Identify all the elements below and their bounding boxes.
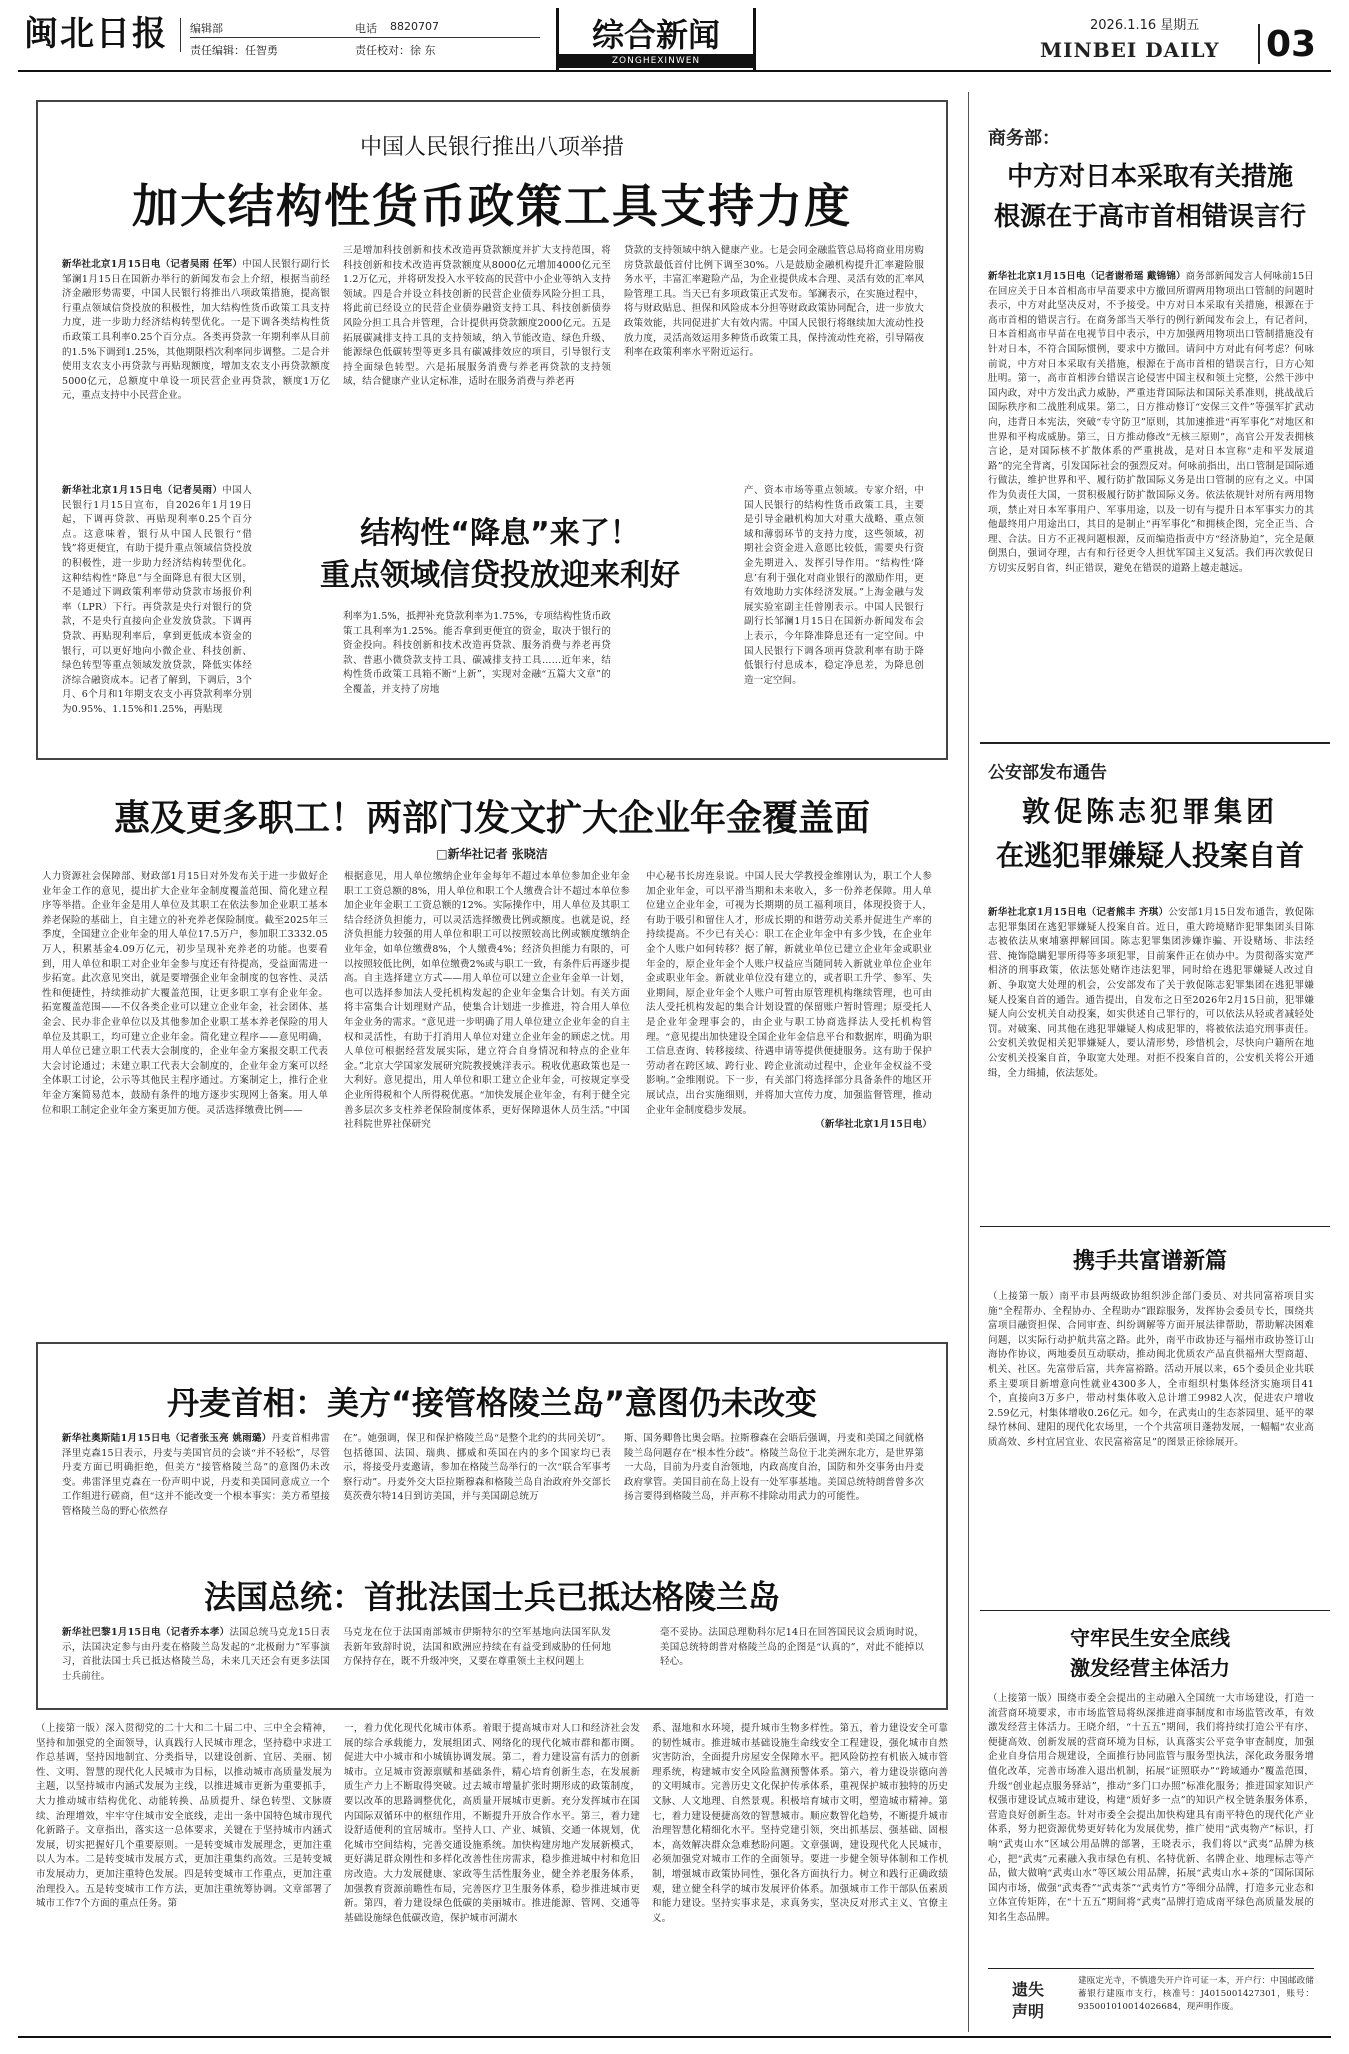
art5-body1: 法国总统马克龙15日表示，法国决定参与由丹麦在格陵兰岛发起的“北极耐力”军事演习，首批法国士兵已抵达格陵兰岛，未来几天还会有更多法国士兵前往。 <box>62 1627 330 1682</box>
logo: 闽北日报 <box>24 14 168 54</box>
section-title-box <box>556 8 756 70</box>
side1-lead: 新华社北京1月15日电（记者谢希瑶 戴锦锦） <box>988 271 1186 282</box>
notice-text: 建瓯定光寺，不慎遗失开户许可证一本，开户行：中国邮政储蓄银行建瓯市支行，核准号：J4015001427301，账号：935001010014026684，现声明作废。 <box>1078 1976 1314 2012</box>
side4-headline-2: 激发经营主体活力 <box>1070 1656 1230 1680</box>
art1-col1 <box>62 258 330 454</box>
side1-headline-1: 中方对日本采取有关措施 <box>1006 162 1293 192</box>
art3-body3: 中心秘书长房连泉说。中国人民大学教授金维刚认为，职工个人参加企业年金，可以平滑当期和未来收入，多一份养老保障。用人单位建立企业年金，可视为长期期的员工福利项目，体现投资于人，有助于吸引和留住人才，形成长期的和谐劳动关系并促进生产率的持续提高。不少已有关心：职工在企业年金中有多少钱，在企业年金个人账户如何转移？据了解，新就业单位已建立企业年金或职业年金的，原企业年金个人账户权益应当随同转入新就业单位企业年金或职业年金。新就业单位没有建立的，或者职工升学、参军、失业期间，原企业年金个人账户可暂由原管理机构继续管理，也可由法人受托机构发起的集合计划设置的保留账户暂时管理；原受托人是企业年金理事会的，由企业与职工协商选择法人受托机构管理。“意见提出加快建设全国企业年金信息平台和数据库，明确为职工信息查询、转移接续、待遇申请等提供便捷服务。这有助于保护劳动者在跨区域、跨行业、跨企业流动过程中，企业年金权益不受影响。”金维刚说。下一步，有关部门将选择部分具备条件的地区开展试点，出台实施细则，并将加大宣传力度，加强监督管理，推动企业年金制度稳步发展。 <box>646 871 932 1116</box>
side4-headline-1: 守牢民生安全底线 <box>1070 1626 1230 1650</box>
art4-col3: 斯、国务卿鲁比奥会晤。拉斯穆森在会晤后强调，丹麦和美国之间就格陵兰岛问题存在“根本性分歧”。格陵兰岛位于北美洲东北方，是世界第一大岛，目前为丹麦自治领地，内政高度自治，国防和外交事务由丹麦政府掌管。美国目前在岛上设有一处军事基地。美国总统特朗普曾多次扬言要得到格陵兰岛，并声称不排除动用武力的可能性。 <box>624 1433 924 1503</box>
art6-col2: 一，着力优化现代化城市体系。着眼于提高城市对人口和经济社会发展的综合承载能力，发展组团式、网络化的现代化城市群和都市圈。促进大中小城市和小城镇协调发展。第二，着力建设富有活力的创新城市。立足城市资源禀赋和基础条件，精心培育创新生态，在发展新质生产力上不断取得突破。过去城市增量扩张时期形成的政策制度，要以改革的思路调整优化，高质量开展城市更新。充分发挥城市在国内国际双循环中的枢纽作用，不断提升开放合作水平。第三，着力建设舒适便利的宜居城市。坚持人口、产业、城镇、交通一体规划，优化城市空间结构，完善交通设施系统。加快构建房地产发展新模式，更好满足群众刚性和多样化改善性住房需求，稳步推进城中村和危旧房改造。大力发展健康、家政等生活性服务业，健全养老服务体系，加强教育资源前瞻性布局，完善医疗卫生服务体系，稳步推进城市更新。第四，着力建设绿色低碳的美丽城市。推进能源、管网、交通等基础设施绿色低碳改造，保护城市河湖水 <box>344 1723 640 1924</box>
art3-col3 <box>646 870 932 1328</box>
masthead-bottom-rule <box>18 70 1331 72</box>
art4-col1 <box>62 1432 330 1532</box>
phone-value: 8820707 <box>390 20 439 33</box>
side1-text: 商务部新闻发言人何咏前15日在回应关于日本首相高市早苗要求中方撤回所谓两用物项出口管制的问题时表示，中方对此坚决反对，不予接受。中方对日本采取有关措施，根源在于高市首相的错误言行。在商务部当天举行的例行新闻发布会上，有记者问，日本首相高市早苗在电视节目中表示，中方加强两用物项出口管制措施没有针对日本，不符合国际惯例，要求中方撤回。请问中方对此有何考虑？何咏前说，中方对日本采取有关措施，根源在于高市首相的错误言行，日方心知肚明。第一，高市首相涉台错误言论侵害中国主权和领土完整，公然干涉中国内政，对中方发出武力威胁，严重违背国际法和国际关系准则，挑战战后国际秩序和二战胜利成果。第二，日方推动修订“安保三文件”等强军扩武动向，违背日本宪法，突破“专守防卫”原则，其加速推进“再军事化”对地区和世界和平构成威胁。第三，日方推动修改“无核三原则”，高官公开发表拥核言论，是对国际核不扩散体系的严重挑战，是对日本宣称“走和平发展道路”的完全背离，引发国际社会的强烈反对。何咏前指出，出口管制是国际通行做法，维护世界和平、履行防扩散国际义务是出口管制的应有之义。中国作为负责任大国，一贯积极履行防扩散国际义务。依法依规针对所有两用物项，禁止对日本军事用户、军事用途，以及一切有与提升日本军事实力的其他最终用户用途出口，其目的是制止“再军事化”和拥核企图，完全正当、合理、合法。日方不正视问题根源，反而编造指责中方“经济胁迫”，完全是颠倒黑白，强词夺理，古有和行径更令人担忧军国主义复活。我们再次敦促日方切实反躬自省，纠正错误，避免在错误的道路上越走越远。 <box>988 271 1314 574</box>
art2-body1: 中国人民银行1月15日宣布，自2026年1月19日起，下调再贷款、再贴现利率0.25个百分点。这意味着，银行从中国人民银行“借钱”将更便宜，有助于提升重点领域信贷投放的积极性，进一步助力经济结构转型优化。这种结构性“降息”与全面降息有很大区别，不是通过下调政策利率带动贷款市场报价利率（LPR）下行。再贷款是央行对银行的贷款，不是央行直接向企业发放贷款。下调再贷款、再贴现利率后，拿到更低成本资金的银行，可以更好地向小微企业、科技创新、绿色转型等重点领域发放贷款，降低实体经济综合融资成本。记者了解到，下调后，3个月、6个月和1年期支农支小再贷款利率分别为0.95%、1.15%和1.25%，再贴现 <box>62 485 252 715</box>
side3-headline: 携手共富谱新篇 <box>1072 1249 1227 1274</box>
art2-headline-1: 结构性“降息”来了！ <box>360 516 640 551</box>
art2-col3: 产、资本市场等重点领域。专家介绍，中国人民银行的结构性货币政策工具，主要是引导金融机构加大对重大战略、重点领域和薄弱环节的支持力度，这些领域，初期社会资金进入意愿比较低，需要央行资金先期进入、发挥引导作用。“结构性‘降息’有利于强化对商业银行的激励作用，更有效地助力实体经济发展。”上海金融与发展实验室副主任曾刚表示。中国人民银行副行长邹澜1月15日在国新办新闻发布会上表示，今年降准降息还有一定空间。中国人民银行下调各项再贷款利率有助于降低银行付息成本，稳定净息差，为降息创造一定空间。 <box>744 485 924 686</box>
side1-body <box>988 270 1314 710</box>
page-number: 03 <box>1266 24 1317 65</box>
lost-notice <box>988 1968 1314 2028</box>
art4-headline: 丹麦首相：美方“接管格陵兰岛”意图仍未改变 <box>166 1384 818 1422</box>
side2-lead: 新华社北京1月15日电（记者熊丰 齐琪） <box>988 907 1169 918</box>
art2-col1 <box>62 484 252 752</box>
side2-headline-2: 在逃犯罪嫌疑人投案自首 <box>995 839 1304 872</box>
art2-col2: 利率为1.5%，抵押补充贷款利率为1.75%，专项结构性货币政策工具利率为1.25%。能否拿到更便宜的资金，取决于银行的资金投向。科技创新和技术改造再贷款、服务消费与养老再贷款、普惠小微贷款支持工具、碳减排支持工具……近年来，结构性货币政策工具箱不断“上新”，实现对金融“五篇大文章”的全覆盖，并支持了房地 <box>343 611 611 695</box>
section-title: 综合新闻 <box>591 16 720 54</box>
masthead <box>0 0 1349 70</box>
bottom-rule <box>18 2036 1331 2038</box>
art1-body1: 中国人民银行副行长邹澜1月15日在国新办举行的新闻发布会上介绍，根据当前经济金融形势需要，中国人民银行将推出八项政策措施，提高银行重点领域信贷投放的积极性，加大结构性货币政策工具支持力度，进一步助力经济结构转型优化。一是下调各类结构性货币政策工具利率0.25个百分点。各类再贷款一年期利率从目前的1.5%下调到1.25%，其他期限档次利率同步调整。二是合并使用支农支小再贷款与再贴现额度，增加支农支小再贷款额度5000亿元，总额度中单设一项民营企业再贷款，额度1万亿元，重点支持中小民营企业。 <box>62 259 330 402</box>
art5-headline: 法国总统：首批法国士兵已抵达格陵兰岛 <box>203 1578 780 1616</box>
art5-col2: 马克龙在位于法国南部城市伊斯特尔的空军基地向法国军队发表新年致辞时说，法国和欧洲应持续在有益受到威胁的任何地方保持存在，既不升级冲突，又要在尊重领土主权问题上 <box>343 1627 611 1668</box>
side1-rule <box>980 742 1330 744</box>
section-pinyin: ZONGHEXINWEN <box>559 54 753 68</box>
art3-col2: 根据意见，用人单位缴纳企业年金每年不超过本单位参加企业年金职工工资总额的8%，用人单位和职工个人缴费合计不超过本单位参加企业年金职工工资总额的12%。实际操作中，用人单位及其职工结合经济负担能力，可以灵活选择缴费比例或额度。也就是说，经济负担能力较强的用人单位和职工可以按照较高比例或额度缴纳企业年金，如单位缴费8%，个人缴费4%；经济负担能力有限的，可以按照较低比例，如单位缴费2%或与职工一致，有条件后再逐步提高。自主选择建立方式——用人单位可以建立企业年金单一计划，也可以选择参加法人受托机构发起的企业年金集合计划。有关方面将丰富集合计划理财产品，使集合计划进一步推进，符合用人单位年金业务的需求。“意见进一步明确了用人单位建立企业年金的自主权和灵活性，有助于打消用人单位对建立企业年金的顾虑之忧。用人单位可根据经营发展实际，建立符合自身情况和特点的企业年金。”北京大学国家发展研究院教授姚洋表示。税收优惠政策也是一大利好。意见提出，用人单位和职工建立企业年金，可按规定享受企业所得税和个人所得税优惠。“加快发展企业年金，有利于健全完善多层次多支柱养老保险制度体系，更好保障退休人员生活。”中国社科院世界社保研究 <box>344 871 630 1131</box>
art6-col3: 系、湿地和水环境，提升城市生物多样性。第五，着力建设安全可靠的韧性城市。推进城市基础设施生命线安全工程建设，强化城市自然灾害防治，全面提升房屋安全保障水平。把风险防控有机嵌入城市管理系统，构建城市安全风险监测预警体系。第六，着力建设崇德向善的文明城市。完善历史文化保护传承体系，重视保护城市独特的历史文脉、人文地理、自然景观。积极培育城市文明，塑造城市精神。第七，着力建设便捷高效的智慧城市。顺应数智化趋势，不断提升城市治理智慧化精细化水平。坚持党建引领，突出抓基层、强基础、固根本，高效解决群众急难愁盼问题。文章强调，建设现代化人民城市，必须加强党对城市工作的全面领导。要进一步健全领导体制和工作机制，增强城市政策协同性，强化各方面执行力。树立和践行正确政绩观，建立健全科学的城市发展评价体系。加强城市工作干部队伍素质和能力建设。坚持实事求是，求真务实，坚决反对形式主义、官僚主义。 <box>652 1723 948 1924</box>
notice-title-2: 声明 <box>1012 2002 1045 2021</box>
side3-rule <box>980 1610 1330 1611</box>
sidebar-divider <box>968 92 969 2032</box>
art4-body1: 丹麦首相弗雷泽里克森15日表示，丹麦与美国官员的会谈“并不轻松”，尽管丹麦方面已明确拒绝，但美方“接管格陵兰岛”的意图仍未改变。弗雷泽里克森在一份声明中说，丹麦和美国同意成立一个工作组进行磋商，但“这并不能改变一个根本事实：美方希望接管格陵兰岛的野心依然存 <box>62 1433 330 1517</box>
responsible-editor: 责任编辑：任智勇 <box>190 44 278 57</box>
masthead-rule <box>190 37 540 38</box>
editor-dept-label: 编辑部 <box>190 22 223 35</box>
art3-byline: □新华社记者 张晓洁 <box>436 847 548 861</box>
art1-lead: 新华社北京1月15日电（记者吴雨 任军） <box>62 259 243 270</box>
art1-col3: 贷款的支持领域中纳入健康产业。七是会同金融监管总局将商业用房购房贷款最低首付比例下调至30%。八是鼓励金融机构提升汇率避险服务水平，丰富汇率避险产品，为企业提供成本合理、灵活有效的汇率风险管理工具。当天已有多项政策正式发布。邹澜表示，在实施过程中，将与财政贴息、担保和风险成本分担等财政政策协同配合，进一步放大政策效能，共同促进扩大有效内需。中国人民银行将继续加大流动性投放力度，灵活高效运用多种货币政策工具，保持流动性充裕，引导隔夜利率在政策利率水平附近运行。 <box>624 245 924 359</box>
side1-headline-2: 根源在于高市首相错误言行 <box>993 202 1306 232</box>
art3-col1: 人力资源社会保障部、财政部1月15日对外发布关于进一步做好企业年金工作的意见，提出扩大企业年金制度覆盖范围、简化建立程序等举措。企业年金是用人单位及其职工在依法参加企业职工基本养老保险的基础上，自主建立的补充养老保险制度。截至2025年三季度，全国建立企业年金的用人单位17.5万户，参加职工3332.05万人，积累基金4.09万亿元，初步呈现补充养老的功能。也要看到，用人单位和职工对企业年金参与度还有待提高，受益面需进一步拓宽。此次意见突出，就是要增强企业年金制度的包容性、灵活性和便捷性，持续推动扩大覆盖范围，让更多职工享有企业年金。拓宽覆盖范围——不仅各类企业可以建立企业年金，社会团体、基金会、民办非企业单位以及其他参加企业职工基本养老保险的用人单位及其职工，均可建立企业年金。简化建立程序——意见明确，用人单位已建立职工代表大会制度的，企业年金方案报交职工代表大会讨论通过；未建立职工代表大会制度的，企业年金方案可以经全体职工讨论，公示等其他民主程序通过。方案制定上，推行企业年金方案简易范本，鼓励有条件的地方逐步实现网上备案。用人单位和职工制定企业年金方案更加方便。灵活选择缴费比例—— <box>42 871 328 1116</box>
masthead-divider-2 <box>1258 24 1260 64</box>
proofreader: 责任校对：徐 东 <box>355 44 436 57</box>
art1-col2: 三是增加科技创新和技术改造再贷款额度并扩大支持范围，将科技创新和技术改造再贷款额度从8000亿元增加4000亿元至1.2万亿元，并将研发投入水平较高的民营中小企业等纳入支持领域。四是合并设立科技创新的民营企业债券风险分担工具，将此前已经设立的民营企业债券融资支持工具、科技创新债券风险分担工具合并管理，合计提供再贷款额度2000亿元。五是拓展碳减排支持工具的支持领域，纳入节能改造、绿色升级、能源绿色低碳转型等更多具有碳减排效应的项目，引导银行支持全面绿色转型。六是拓展服务消费与养老再贷款的支持领域，结合健康产业认定标准，适时在服务消费与养老再 <box>343 245 611 388</box>
masthead-divider-1 <box>180 18 181 52</box>
art2-lead: 新华社北京1月15日电（记者吴雨） <box>62 485 223 496</box>
art5-col1 <box>62 1626 330 1700</box>
issue-date: 2026.1.16 星期五 <box>1090 18 1200 33</box>
side4-body: （上接第一版）围绕市委全会提出的主动融入全国统一大市场建设，打造一流营商环境要求，市市场监管局将纵深推进商事制度和市场监管改革，有效激发经营主体活力。王晓介绍，“十五五”期间，我们将持续打造公平有序、便捷高效、创新发展的营商环境为目标，认真落实公平竞争审查制度，加强企业自身信用合规建设，全面推行协同监管与服务型执法，深化政务服务增值化改革，完善市场准入退出机制，拓展“证照联办”“跨域通办”覆盖范围，升级“创业起点服务驿站”，推动“多门口办照”标准化服务；推进国家知识产权强市建设试点城市建设，构建“质好多一点”的知识产权全链条服务体系，营造良好创新生态。针对市委全会提出加快构建具有南平特色的现代化产业体系，努力把资源优势更好转化为发展优势，推广使用“武夷物产”标识，打响“武夷山水”区域公用品牌的部署，王晓表示，我们将以“武夷”品牌为核心，把“武夷”元素融入我市绿色有机、名特优新、名牌企业、地理标志等产品，做大做响“武夷山水”等区域公用品牌，拓展“武夷山水+茶的”国际国际国内市场，做强“武夷香”“武夷茶”“武夷竹方”等细分品牌，打造多元业态和立体宣传矩阵，在“十五五”期间将“武夷”品牌打造成南平绿色高质量发展的知名生态品牌。 <box>988 1693 1314 1923</box>
side1-kicker: 商务部： <box>988 128 1060 149</box>
phone-label: 电话 <box>355 22 377 35</box>
art5-lead: 新华社巴黎1月15日电（记者乔本孝） <box>62 1627 230 1638</box>
art6-col1: （上接第一版）深入贯彻党的二十大和二十届二中、三中全会精神，坚持和加强党的全面领导，认真践行人民城市理念，坚持稳中求进工作总基调，坚持因地制宜、分类指导，以建设创新、宜居、美丽、韧性、文明、智慧的现代化人民城市为目标，以推动城市高质量发展为主题，以坚持城市内涵式发展为主线，以推进城市更新为重要抓手，大力推动城市结构优化、动能转换、品质提升、绿色转型、文脉赓续、治理增效，牢牢守住城市安全底线，走出一条中国特色城市现代化新路子。文章指出，落实这一总体要求，关键在于坚持城市内涵式发展，切实把握好几个重要原则。一是转变城市发展理念，更加注重以人为本。二是转变城市发展方式，更加注重集约高效。三是转变城市发展动力，更加注重特色发展。四是转变城市工作重点，更加注重治理投入。五是转变城市工作方法，更加注重统筹协调。文章部署了城市工作7个方面的重点任务。第 <box>36 1723 332 1910</box>
art1-kicker: 中国人民银行推出八项举措 <box>359 135 624 160</box>
side2-headline-1: 敦促陈志犯罪集团 <box>1021 795 1278 828</box>
side2-kicker: 公安部发布通告 <box>988 763 1107 783</box>
notice-title-1: 遗失 <box>1012 1980 1045 1999</box>
art1-headline: 加大结构性货币政策工具支持力度 <box>132 179 852 233</box>
art3-headline: 惠及更多职工！两部门发文扩大企业年金覆盖面 <box>113 798 870 839</box>
art4-lead: 新华社奥斯陆1月15日电（记者张玉亮 姚雨璐） <box>62 1433 272 1444</box>
paper-name-en: MINBEI DAILY <box>1040 38 1220 62</box>
side2-body <box>988 906 1314 1206</box>
art2-headline-2: 重点领域信贷投放迎来利好 <box>320 558 680 593</box>
side3-body: （上接第一版）南平市县两级政协组织涉企部门委员、对共同富裕项目实施“全程帮办、全程协办、全程助办”跟踪服务，发挥协会委员专长，围绕共富项目融资担保、合同审查、纠纷调解等方面开展法律帮助，帮助解决困难问题，以实际行动护航共富之路。此外，南平市政协还与福州市政协签订山海协作协议，两地委员互动联动，推动闽北优质农产品直供福州大型商超、机关、社区。先富带后富，共奔富裕路。活动开展以来，65个委员企业共联系主要项目新增意向性就业4300多人，全市组织村集体经济实施项目41个，直接向3万多户，带动村集体收入总计增工9982人次，促进农户增收2.59亿元，村集体增收0.26亿元。如今，在武夷山的生态茶园里、延平的翠绿竹林间、建阳的现代化农场里，一个个共富项目蓬勃发展，一幅幅“农业高质高效、乡村宜居宜业、农民富裕富足”的图景正徐徐展开。 <box>988 1291 1314 1448</box>
art4-col2: 在”。她强调，保卫和保护格陵兰岛“是整个北约的共同关切”。包括德国、法国、瑞典、挪威和英国在内的多个国家均已表示，将接受丹麦邀请，参加在格陵兰岛举行的一次“联合军事考察行动”。丹麦外交大臣拉斯穆森和格陵兰岛自治政府外交部长莫茨费尔特14日到访美国，并与美国副总统万 <box>343 1433 611 1503</box>
art5-col3: 毫不妥协。法国总理勒科尔尼14日在回答国民议会质询时说，美国总统特朗普对格陵兰岛的企图是“认真的”，对此不能掉以轻心。 <box>660 1627 924 1668</box>
side2-rule <box>980 1226 1330 1227</box>
art3-sign: （新华社北京1月15日电） <box>815 1119 932 1131</box>
side2-text: 公安部1月15日发布通告，敦促陈志犯罪集团在逃犯罪嫌疑人投案自首。近日，重大跨境赌诈犯罪集团头目陈志被依法从柬埔寨押解回国。陈志犯罪集团涉嫌诈骗、开设赌场、非法经营、掩饰隐瞒犯罪所得等多项犯罪，目前案件正在侦办中。为贯彻落实宽严相济的刑事政策，依法惩处赌诈违法犯罪，同时给在逃犯罪嫌疑人改过自新、争取宽大处理的机会，公安部发布了关于敦促陈志犯罪集团在逃犯罪嫌疑人投案自首的通告。通告提出，自发布之日至2026年2月15日前，犯罪嫌疑人向公安机关自动投案，如实供述自己罪行的，可以依法从轻或者减轻处罚。对破案、同其他在逃犯罪嫌疑人构成犯罪的，将被依法追究刑事责任。公安机关敦促相关犯罪嫌疑人，要认清形势，珍惜机会，尽快向户籍所在地公安机关投案自首，争取宽大处理。对拒不投案自首的，公安机关将公开通缉，全力缉捕，依法惩处。 <box>988 907 1314 1079</box>
